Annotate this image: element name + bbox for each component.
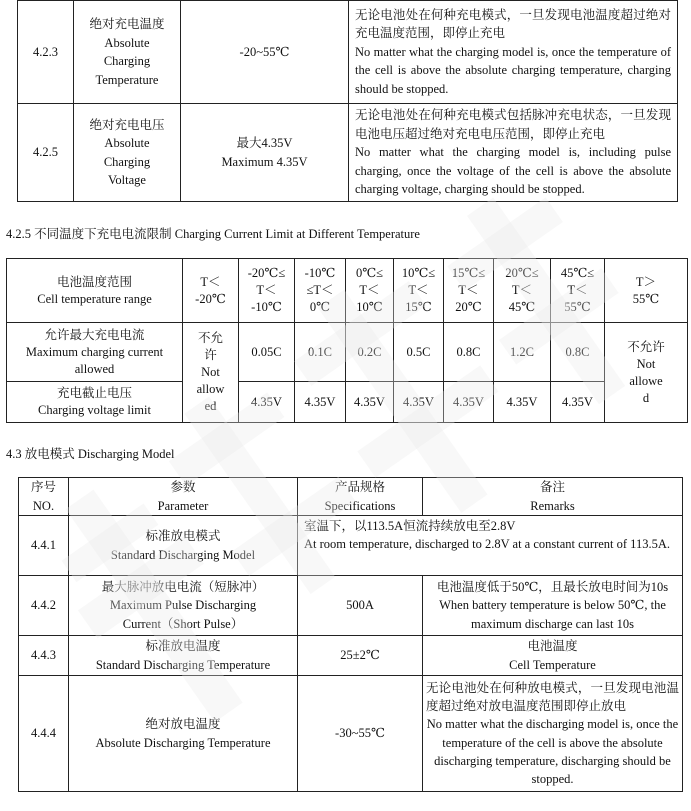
row-number: 4.2.5	[18, 104, 74, 202]
parameter-cell	[69, 516, 298, 576]
temperature-band-header	[239, 259, 295, 323]
cell-line: allowe	[629, 373, 663, 388]
cell-line: T＜	[567, 283, 588, 297]
cell-line: -10℃	[251, 300, 282, 314]
header-remarks	[423, 478, 683, 516]
cell-line: 电池温度低于50℃，且最长放电时间为10s	[436, 580, 669, 595]
cell-line: 绝对放电温度	[145, 717, 221, 732]
remarks-cell: 无论电池处在何种充电模式，一旦发现电池温度超过绝对充电温度范围，即停止充电 No matter what the charging model is, once the temperature of the cell is above the absolute charging temperature, charging should be stopped.	[349, 1, 678, 104]
section-heading-4-2-5: 4.2.5 不同温度下充电电流限制 Charging Current Limit at Different Temperature	[6, 227, 420, 241]
row-number: 4.4.1	[19, 516, 69, 576]
table-row	[18, 104, 678, 202]
voltage-value: 4.35V	[239, 382, 295, 423]
cell-line: T＜	[408, 283, 429, 297]
cell-line: Standard Discharging Model	[110, 547, 256, 562]
cell-line: allowed	[74, 361, 115, 376]
cell-line: Remarks	[530, 498, 575, 513]
cell-line: T＞	[635, 274, 657, 289]
parameter-cell	[69, 676, 298, 792]
cell-line: 45℃≤	[560, 266, 595, 280]
current-value: 1.2C	[494, 323, 551, 382]
cell-line: 序号	[30, 480, 56, 495]
cell-line: Not	[636, 356, 656, 371]
voltage-value: 4.35V	[295, 382, 346, 423]
cell-line: Parameter	[157, 498, 209, 513]
cell-line: ed	[204, 399, 217, 413]
cell-line: 15℃	[405, 300, 432, 314]
cell-line: T＜	[458, 283, 479, 297]
cell-line: Standard Discharging Temperature	[95, 657, 271, 672]
cell-line: NO.	[32, 498, 55, 513]
cell-line: 20℃	[455, 300, 482, 314]
specification-cell: 25±2℃	[298, 636, 423, 676]
parameter-cell: 绝对充电温度 Absolute Charging Temperature	[74, 1, 181, 104]
parameter-cell	[69, 576, 298, 636]
cell-line: 无论电池处在何种放电模式，一旦发现电池温度超过绝对放电温度范围即停止放电	[426, 680, 679, 714]
current-value: 0.2C	[346, 323, 394, 382]
voltage-value: 4.35V	[494, 382, 551, 423]
temperature-band-header	[444, 259, 494, 323]
cell-line: T＜	[359, 283, 380, 297]
cell-line: Not	[201, 365, 220, 379]
cell-line: 室温下，以113.5A恒流持续放电至2.8V	[304, 519, 516, 533]
cell-line: When battery temperature is below 50℃, the maximum discharge can last 10s	[439, 598, 666, 631]
absolute-charging-table	[17, 0, 678, 202]
row-number: 4.4.3	[19, 636, 69, 676]
cell-line: 0℃≤	[355, 266, 384, 280]
cell-line: 产品规格	[334, 480, 385, 495]
table-row	[18, 1, 678, 104]
cell-line: ≤T＜	[306, 283, 334, 297]
current-value: 0.05C	[239, 323, 295, 382]
cell-line: Specifications	[324, 498, 396, 513]
cell-line: 电池温度	[527, 639, 578, 654]
cell-line: Cell Temperature	[509, 657, 596, 672]
temperature-band-header	[494, 259, 551, 323]
voltage-value: 4.35V	[394, 382, 444, 423]
header-specifications	[298, 478, 423, 516]
cell-line: 15℃≤	[451, 266, 486, 280]
cell-line: -10℃	[304, 266, 336, 280]
max-current-label	[7, 323, 183, 382]
cell-line: allow	[196, 382, 225, 396]
section-heading-4-3: 4.3 放电模式 Discharging Model	[6, 447, 175, 461]
cell-line: 标准放电温度	[145, 639, 221, 654]
remarks-cell	[423, 676, 683, 792]
cell-line: 备注	[539, 480, 565, 495]
table-row	[19, 676, 683, 792]
cell-line: 20℃≤	[505, 266, 539, 280]
not-allowed-high-cell	[605, 323, 688, 423]
temperature-band-header	[605, 259, 688, 323]
table-header-row	[19, 478, 683, 516]
cell-line: 不允	[197, 331, 223, 345]
temperature-band-header	[346, 259, 394, 323]
temperature-band-header	[295, 259, 346, 323]
cell-line: d	[642, 390, 650, 405]
discharging-model-table	[18, 477, 683, 792]
cell-line: 55℃	[632, 291, 660, 306]
cell-line: T＜	[511, 283, 533, 297]
standard-discharge-description	[298, 516, 683, 576]
cell-line: T＜	[256, 283, 277, 297]
current-value: 0.8C	[551, 323, 605, 382]
current-value: 0.8C	[444, 323, 494, 382]
remarks-cell: 无论电池处在何种充电模式包括脉冲充电状态，一旦发现电池电压超过绝对充电电压范围，即停止充电 No matter what the charging model is, including pulse charging, once the voltage of the cell is above the absolute charging voltage, charging should be stopped.	[349, 104, 678, 202]
cell-line: 允许最大充电电流	[44, 327, 145, 342]
table-row	[7, 323, 688, 382]
cell-line: Maximum charging current	[25, 344, 164, 359]
cell-line: -20℃≤	[247, 266, 286, 280]
cell-line: Charging voltage limit	[38, 403, 151, 417]
current-value: 0.1C	[295, 323, 346, 382]
temperature-range-label: 电池温度范围 Cell temperature range	[7, 259, 183, 323]
voltage-value: 4.35V	[551, 382, 605, 423]
specification-cell: 500A	[298, 576, 423, 636]
parameter-cell	[69, 636, 298, 676]
charging-current-limit-table	[6, 258, 688, 423]
remarks-cell	[423, 576, 683, 636]
not-allowed-low-cell	[183, 323, 239, 423]
cell-line: 最大脉冲放电电流（短脉冲）	[101, 580, 265, 595]
specification-cell: -20~55℃	[181, 1, 349, 104]
voltage-value: 4.35V	[444, 382, 494, 423]
row-number: 4.4.2	[19, 576, 69, 636]
table-row	[19, 516, 683, 576]
header-no	[19, 478, 69, 516]
cell-line: Maximum Pulse Discharging	[109, 598, 257, 613]
specification-cell: -30~55℃	[298, 676, 423, 792]
row-number: 4.4.4	[19, 676, 69, 792]
table-row	[7, 259, 688, 323]
cell-line: No matter what the discharging model is, once the temperature of the cell is above the absolute discharging temperature, discharging should be stopped.	[426, 717, 679, 786]
cell-line: 0℃	[309, 300, 331, 314]
cell-line: 10℃	[356, 300, 383, 314]
cell-line: T＜	[200, 274, 221, 289]
table-row	[19, 636, 683, 676]
voltage-limit-label	[7, 382, 183, 423]
temperature-band-header	[183, 259, 239, 323]
row-number: 4.2.3	[18, 1, 74, 104]
temperature-band-header	[551, 259, 605, 323]
cell-line: 10℃≤	[401, 266, 436, 280]
cell-line: 不允许	[627, 339, 665, 354]
cell-line: Current（Short Pulse）	[122, 616, 244, 631]
header-parameter	[69, 478, 298, 516]
cell-line: -20℃	[195, 291, 226, 306]
temperature-band-header	[394, 259, 444, 323]
current-value: 0.5C	[394, 323, 444, 382]
cell-line: 充电截止电压	[56, 386, 132, 400]
cell-line: At room temperature, discharged to 2.8V at a constant current of 113.5A.	[304, 537, 670, 552]
parameter-cell: 绝对充电电压 Absolute Charging Voltage	[74, 104, 181, 202]
cell-line: 参数	[170, 480, 196, 495]
remarks-cell	[423, 636, 683, 676]
specification-cell: 最大4.35V Maximum 4.35V	[181, 104, 349, 202]
table-row	[19, 576, 683, 636]
table-row	[7, 382, 688, 423]
voltage-value: 4.35V	[346, 382, 394, 423]
cell-line: 标准放电模式	[145, 529, 221, 544]
cell-line: 55℃	[564, 300, 591, 314]
cell-line: Absolute Discharging Temperature	[95, 735, 271, 750]
cell-line: 45℃	[508, 300, 536, 314]
cell-line: 许	[204, 348, 217, 362]
